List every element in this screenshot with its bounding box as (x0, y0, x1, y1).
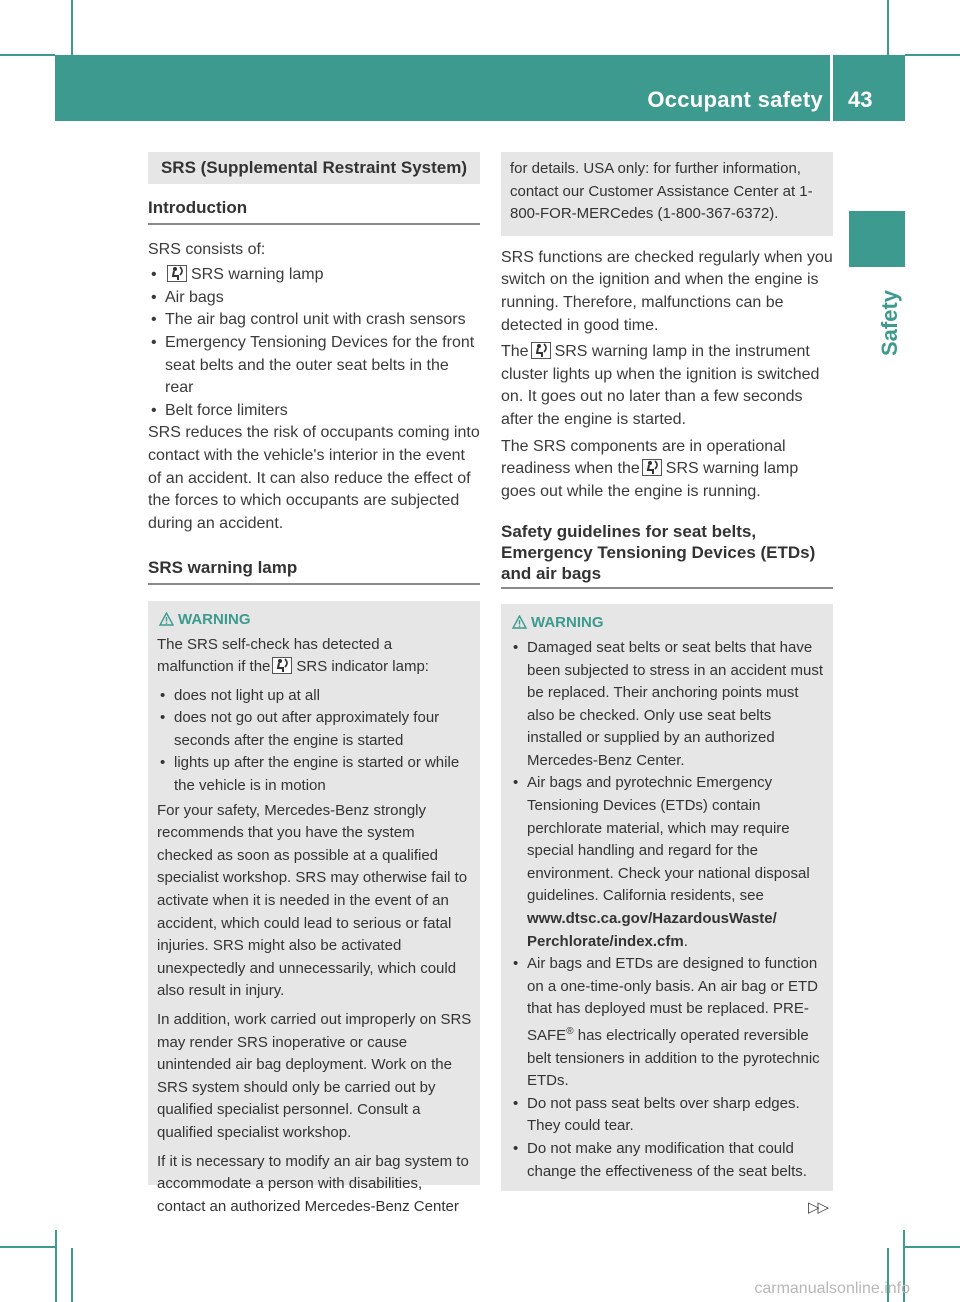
list-item: • Emergency Tensioning Devices for the front seat belts and the outer seat belts in the rear (148, 332, 480, 400)
warning-box (148, 601, 480, 1215)
crop-mark (905, 54, 960, 56)
list-item-label: SRS warning lamp (191, 266, 324, 284)
list-item: • Air bags (148, 287, 480, 310)
warning-paragraph: In addition, work carried out improperly on SRS may render SRS inoperative or cause unintended air bag deployment. Work on the SRS system should only be carried out by qualified specialist personnel. Consult a qualified specialist workshop. (157, 1011, 472, 1141)
warning-triangle-icon (512, 615, 527, 629)
bullet-text: . (683, 932, 688, 950)
warning-bullet: • Do not pass seat belts over sharp edges. They could tear. (510, 1093, 825, 1138)
warning-intro-text: SRS indicator lamp: (296, 658, 429, 676)
srs-warning-icon (642, 459, 662, 476)
warning-bullet: • lights up after the engine is started or while the vehicle is in motion (157, 752, 472, 797)
header-divider (830, 55, 833, 121)
warning-bullet (510, 772, 825, 953)
warning-bullet: • does not light up at all (157, 685, 472, 708)
section-tab-marker (849, 211, 905, 267)
left-column (148, 152, 480, 1215)
warning-bullet: • Damaged seat belts or seat belts that have been subjected to stress in an accident must be replaced. Their anchoring points must also be checked. Only use seat belts installed or supplied by an authorized Mercedes-Benz Center. (510, 637, 825, 773)
list-item (148, 264, 480, 287)
disposal-link[interactable]: www.dtsc.ca.gov/HazardousWaste/ Perchlorate/index.cfm (527, 910, 777, 950)
section-tab-label: Safety (877, 289, 902, 356)
crop-mark (905, 1246, 960, 1248)
paragraph-text: SRS warning lamp goes out while the engine is running. (501, 460, 799, 500)
warning-label (157, 609, 472, 632)
crop-mark (0, 1246, 55, 1248)
warning-continued-text: for details. USA only: for further information, contact our Customer Assistance Center at 1-800-FOR-MERCedes (1-800-367-6372). (510, 160, 813, 223)
warning-intro-text: The SRS self-check has detected a malfunction if the (157, 635, 393, 676)
guidelines-heading: Safety guidelines for seat belts, Emergency Tensioning Devices (ETDs) and air bags (501, 521, 833, 589)
intro-heading: Introduction (148, 197, 480, 225)
page-number: 43 (848, 87, 873, 112)
warning-bullet: • Do not make any modification that could change the effectiveness of the seat belts. (510, 1138, 825, 1183)
crop-mark (71, 0, 73, 55)
warning-label-text: WARNING (531, 614, 604, 632)
crop-mark (887, 0, 889, 55)
srs-warning-icon (531, 342, 551, 359)
warning-paragraph: If it is necessary to modify an air bag system to accommodate a person with disabilities, contact an authorized Mercedes-Benz Center (157, 1152, 469, 1215)
warning-box-continued (501, 152, 833, 236)
warning-bullet (510, 953, 825, 1093)
bullet-text: Air bags and pyrotechnic Emergency Tensioning Devices (ETDs) contain perchlorate material, which may require special handling and regard for the environment. Check your national disposal guidelines. California residents, see (527, 774, 810, 905)
srs-lamp-paragraph (501, 341, 833, 431)
registered-mark: ® (566, 1026, 574, 1037)
list-item: • The air bag control unit with crash sensors (148, 309, 480, 332)
warning-paragraph: For your safety, Mercedes-Benz strongly recommends that you have the system checked as soon as possible at a qualified specialist workshop. SRS may otherwise fail to activate when it is needed in the event of an accident, which could lead to serious or fatal injuries. SRS might also be activated unexpectedly and unnecessarily, which could also result in injury. (157, 801, 468, 1000)
header-title: Occupant safety (647, 87, 823, 112)
paragraph-text: The SRS components are in operational readiness when the (501, 437, 786, 478)
crop-mark (55, 1230, 57, 1302)
section-title: SRS (Supplemental Restraint System) (148, 152, 480, 184)
bullet-text: has electrically operated reversible belt tensioners in addition to the pyrotechnic ETDs. (527, 1027, 820, 1090)
srs-warning-icon (167, 265, 187, 282)
warning-box (501, 604, 833, 1191)
continue-marker: ▷▷ (808, 1199, 828, 1216)
srs-check-paragraph: SRS functions are checked regularly when you switch on the ignition and when the engine is running. Therefore, malfunctions can be detected in good time. (501, 248, 833, 334)
srs-reduces-paragraph: SRS reduces the risk of occupants coming into contact with the vehicle's interior in the event of an accident. It can also reduce the effect of the forces to which occupants are subjected during an accident. (148, 424, 480, 532)
watermark: carmanualsonline.info (754, 1280, 910, 1297)
srs-warning-icon (272, 657, 292, 674)
paragraph-text: SRS warning lamp in the instrument cluster lights up when the ignition is switched on. It goes out no later than a few seconds after the engine is started. (501, 343, 820, 428)
list-item: • Belt force limiters (148, 400, 480, 423)
crop-mark (71, 1248, 73, 1302)
paragraph-text: The (501, 343, 529, 361)
lamp-heading: SRS warning lamp (148, 557, 480, 585)
crop-mark (0, 54, 55, 56)
warning-label (510, 612, 825, 635)
consists-of-text: SRS consists of: (148, 240, 266, 258)
warning-label-text: WARNING (178, 610, 251, 628)
warning-intro (157, 634, 472, 679)
bullet-text: Air bags and ETDs are designed to function on a one-time-only basis. An air bag or ETD that has deployed must be replaced. PRE-SAFE (527, 955, 818, 1044)
srs-readiness-paragraph (501, 436, 833, 504)
page-header (55, 55, 905, 121)
right-column (501, 152, 833, 1191)
warning-bullet: • does not go out after approximately four seconds after the engine is started (157, 707, 472, 752)
warning-triangle-icon (159, 612, 174, 626)
